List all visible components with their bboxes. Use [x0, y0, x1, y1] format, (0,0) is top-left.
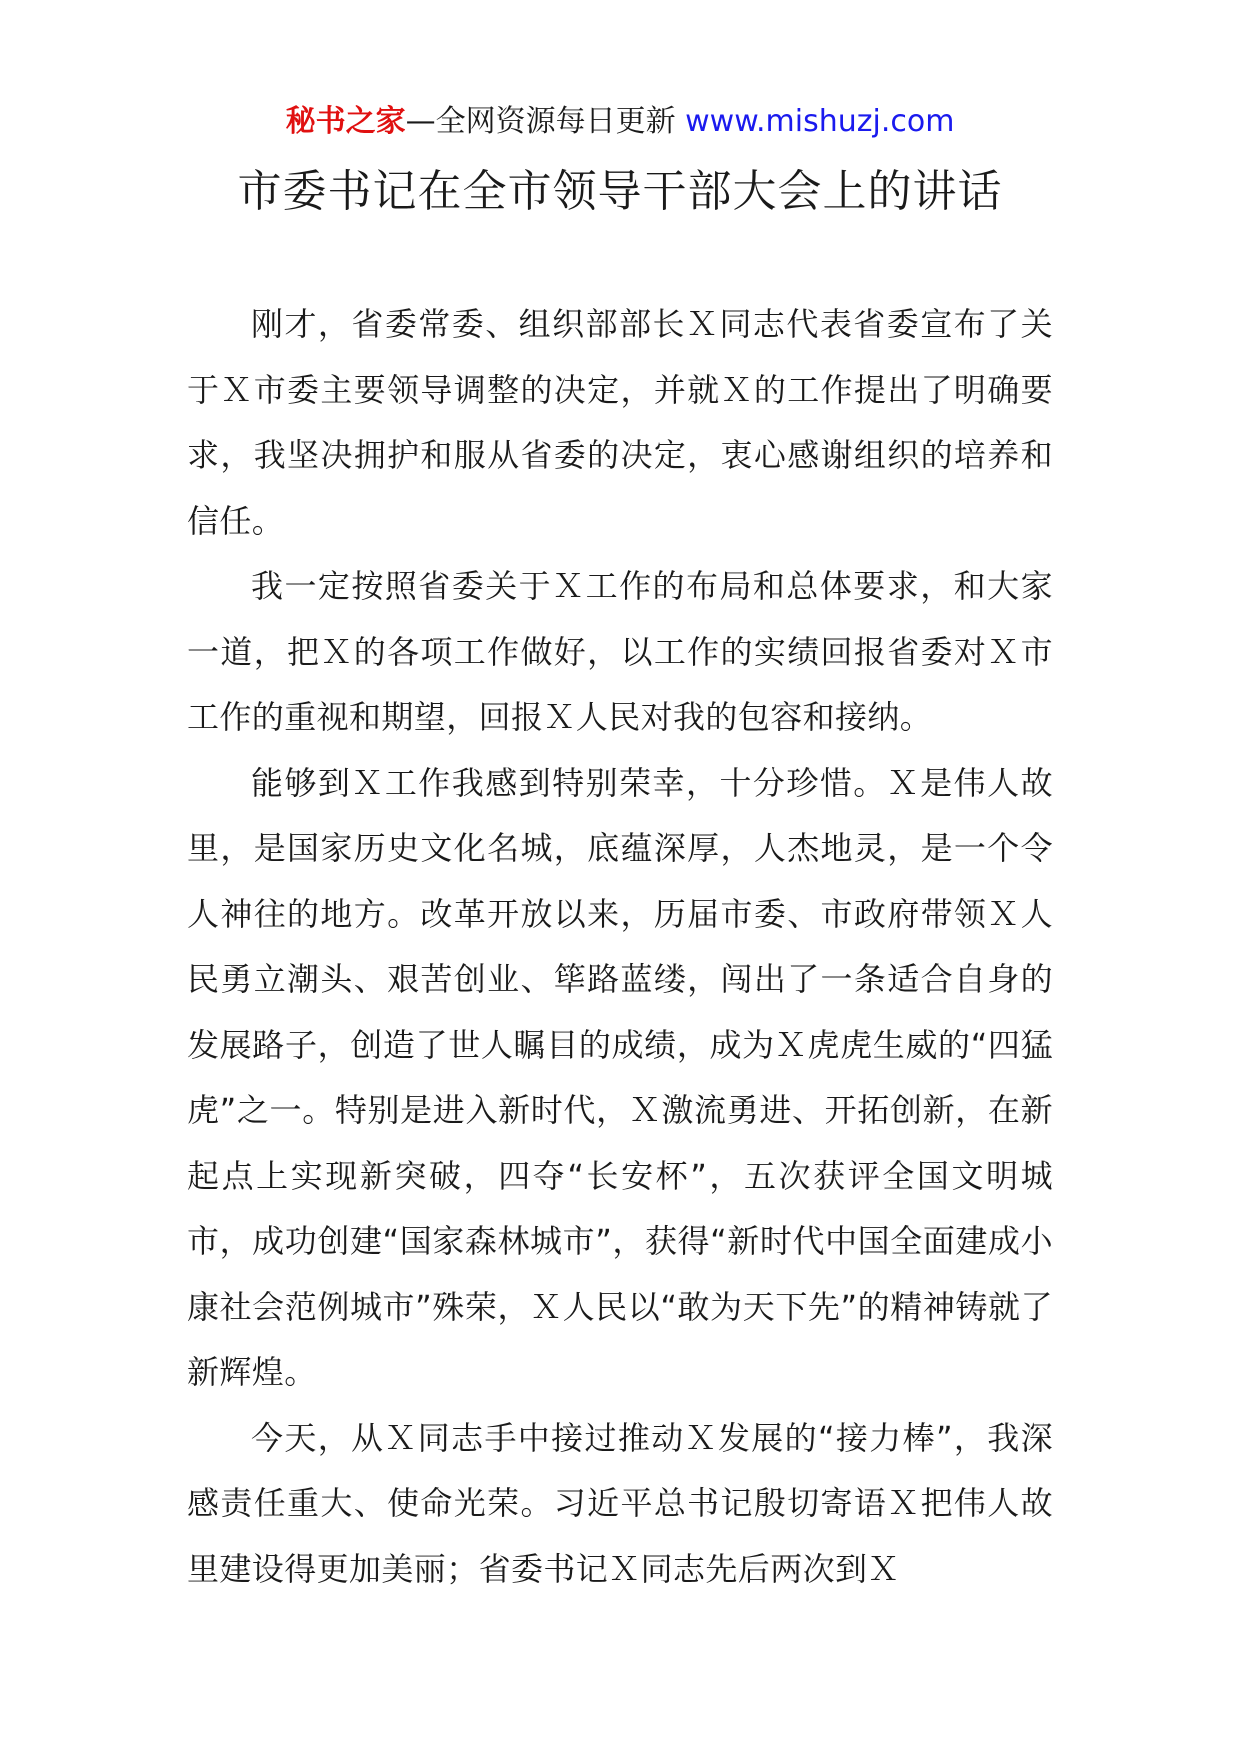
site-tagline: —全网资源每日更新 — [405, 104, 676, 139]
document-title: 市委书记在全市领导干部大会上的讲话 — [237, 166, 1003, 217]
site-banner — [0, 100, 1240, 144]
paragraph: 我一定按照省委关于Ｘ工作的布局和总体要求，和大家一道，把Ｘ的各项工作做好，以工作的实绩回报省委对Ｘ市工作的重视和期望，回报Ｘ人民对我的包容和接纳。 — [187, 567, 1053, 736]
paragraph: 刚才，省委常委、组织部部长Ｘ同志代表省委宣布了关于Ｘ市委主要领导调整的决定，并就Ｘ的工作提出了明确要求，我坚决拥护和服从省委的决定，衷心感谢组织的培养和信任。 — [187, 305, 1053, 540]
site-url-link[interactable]: www.mishuzj.com — [685, 104, 955, 139]
document-body — [187, 292, 1053, 1602]
site-brand: 秘书之家 — [285, 104, 406, 139]
paragraph: 能够到Ｘ工作我感到特别荣幸，十分珍惜。Ｘ是伟人故里，是国家历史文化名城，底蕴深厚，人杰地灵，是一个令人神往的地方。改革开放以来，历届市委、市政府带领Ｘ人民勇立潮头、艰苦创业、筚路蓝缕，闯出了一条适合自身的发展路子，创造了世人瞩目的成绩，成为Ｘ虎虎生威的“四猛虎”之一。特别是进入新时代，Ｘ激流勇进、开拓创新，在新起点上实现新突破，四夺“长安杯”，五次获评全国文明城市，成功创建“国家森林城市”，获得“新时代中国全面建成小康社会范例城市”殊荣，Ｘ人民以“敢为天下先”的精神铸就了新辉煌。 — [187, 763, 1053, 1391]
paragraph: 今天，从Ｘ同志手中接过推动Ｘ发展的“接力棒”，我深感责任重大、使命光荣。习近平总书记殷切寄语Ｘ把伟人故里建设得更加美丽；省委书记Ｘ同志先后两次到Ｘ — [187, 1418, 1053, 1588]
